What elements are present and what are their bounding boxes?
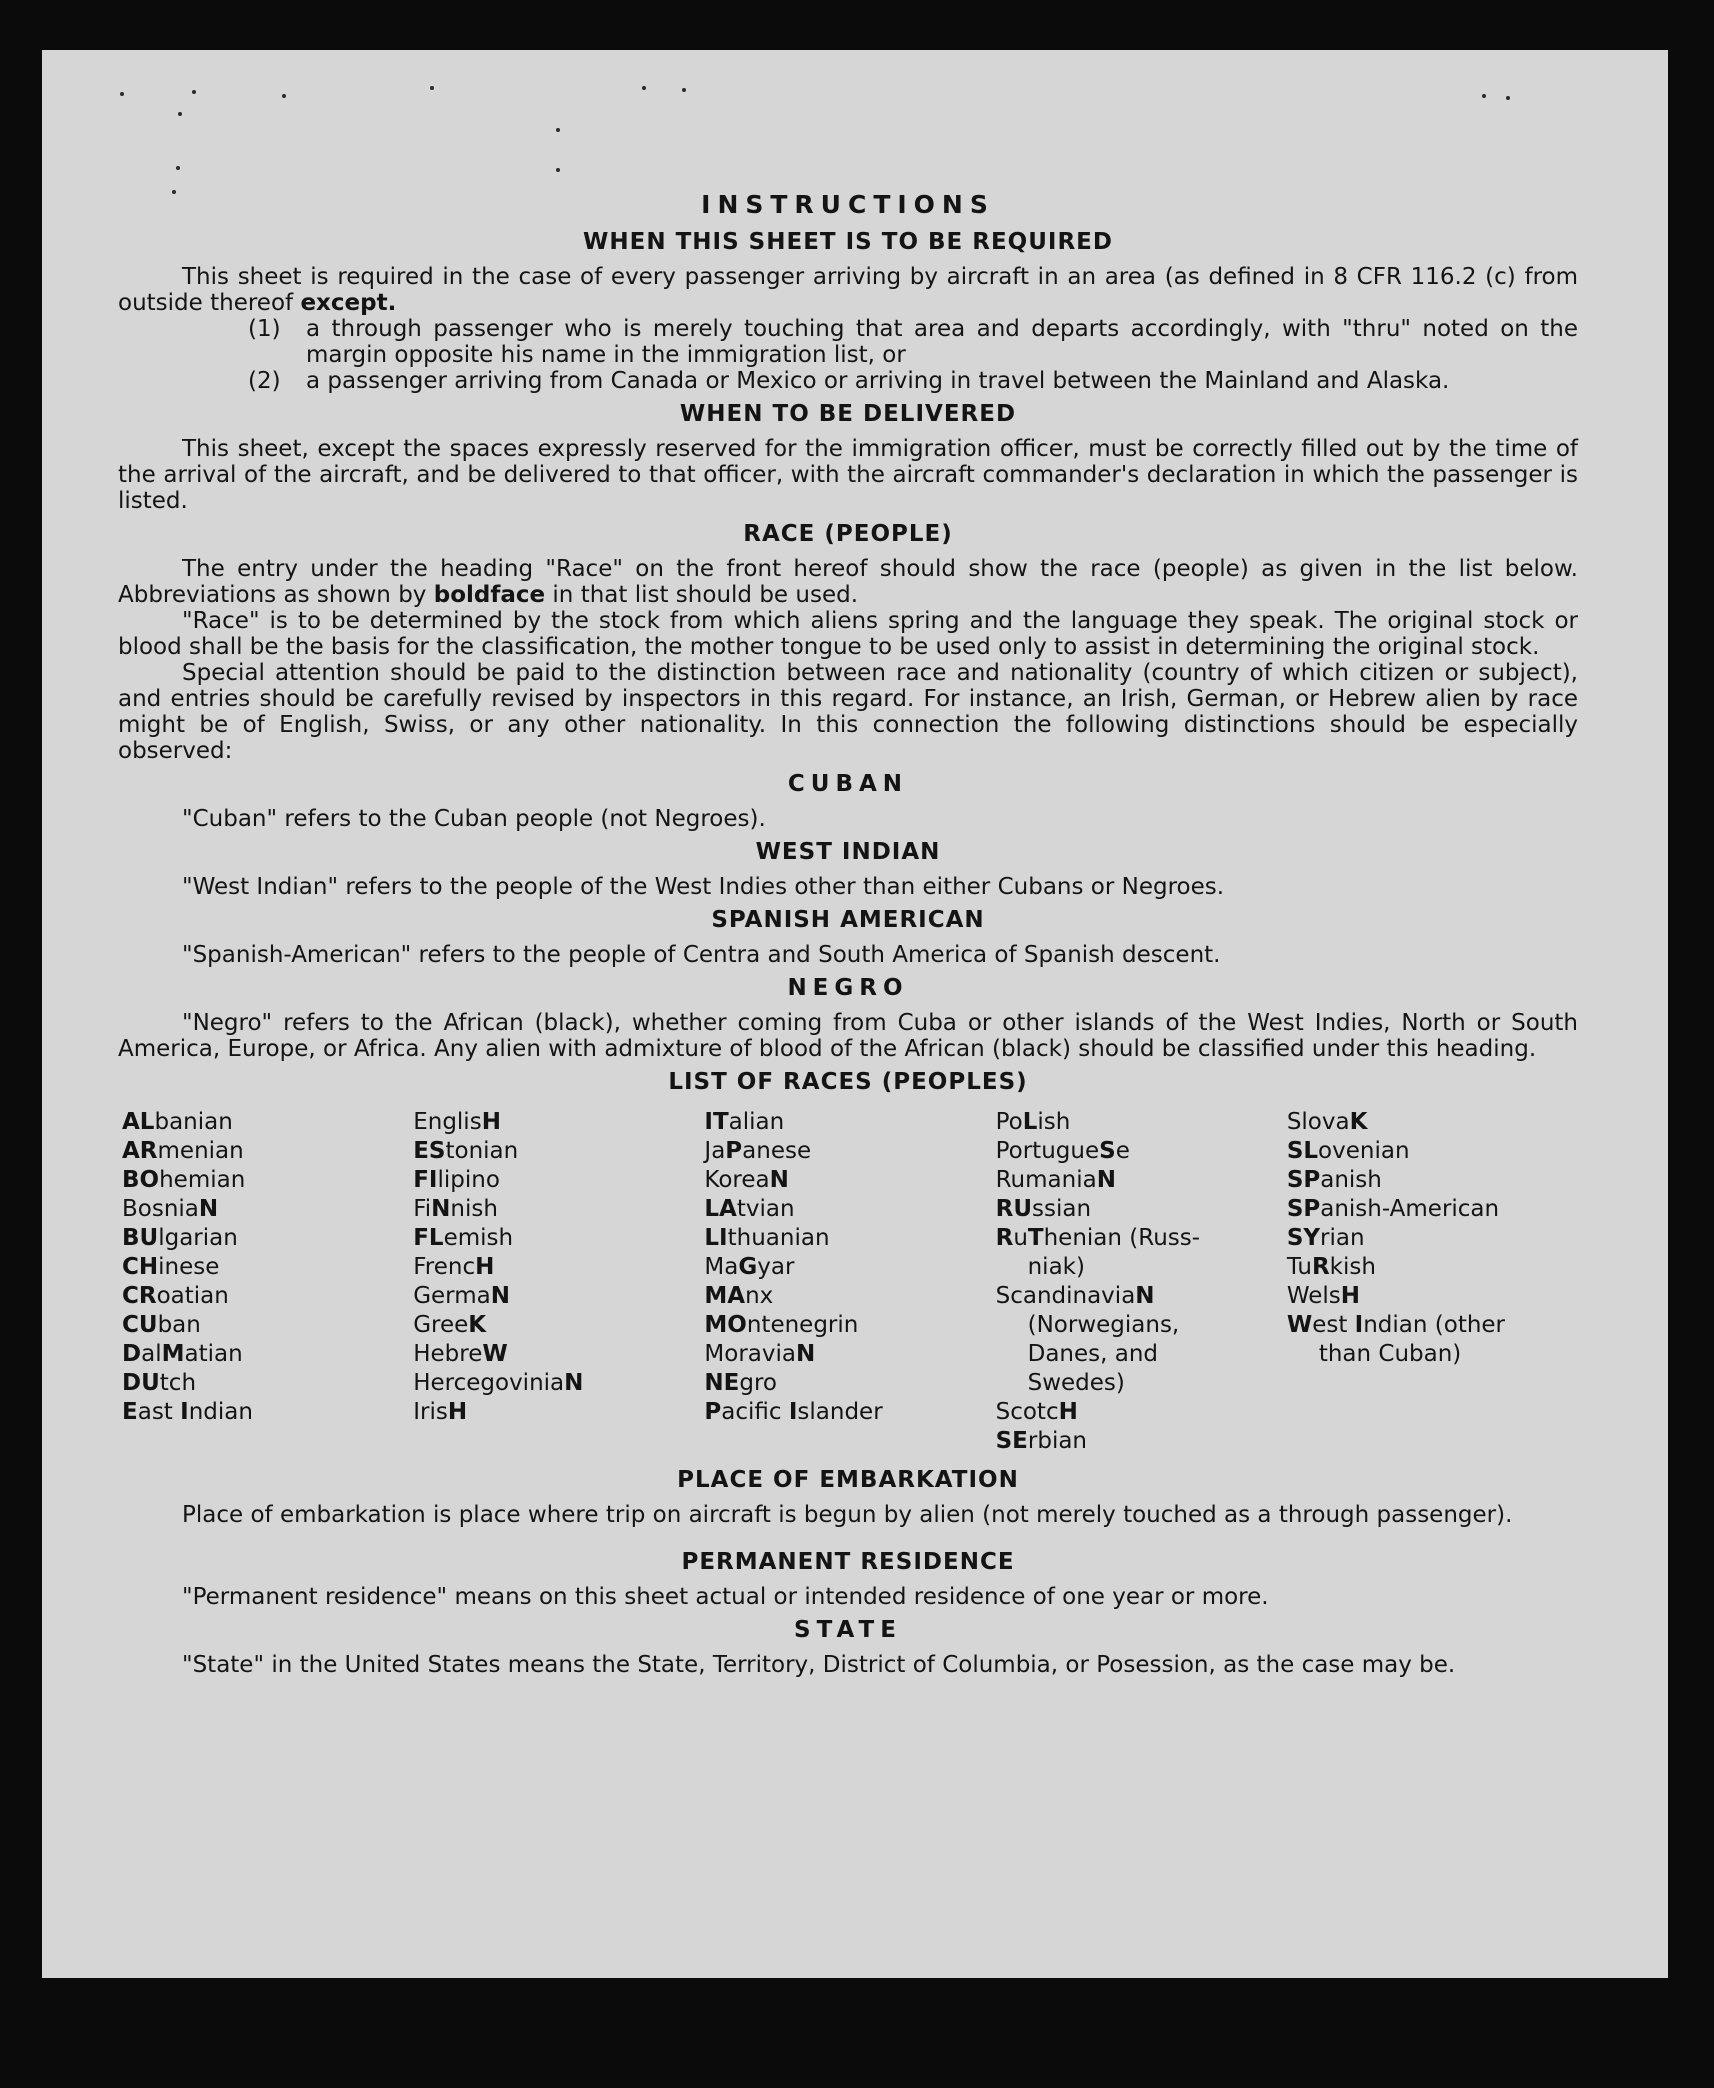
race-column xyxy=(1287,1108,1578,1456)
race-entry: CHinese xyxy=(122,1254,220,1280)
paragraph-west-indian: "West Indian" refers to the people of the West Indies other than either Cubans or Negroes. xyxy=(182,874,1225,900)
speck xyxy=(282,94,286,98)
paragraph-spanish-american: "Spanish-American" refers to the people of Centra and South America of Spanish descent. xyxy=(182,942,1221,968)
race-column xyxy=(704,1108,995,1456)
race-entry: than Cuban) xyxy=(1318,1341,1462,1367)
race-entry: ScotcH xyxy=(995,1399,1078,1425)
race-entry: LAtvian xyxy=(704,1196,795,1222)
race-entry: NEgro xyxy=(704,1370,777,1396)
race-entry: niak) xyxy=(1027,1254,1085,1280)
race-entry: SlovaK xyxy=(1286,1109,1368,1135)
race-entry: DUtch xyxy=(122,1370,197,1396)
heading-race: RACE (PEOPLE) xyxy=(743,521,953,547)
race-column xyxy=(996,1108,1287,1456)
speck xyxy=(1506,96,1510,100)
race-entry: GermaN xyxy=(413,1283,510,1309)
race-entry: SPanish xyxy=(1286,1167,1382,1193)
race-entry: GreeK xyxy=(413,1312,487,1338)
race-entry: Danes, and xyxy=(1027,1341,1159,1367)
heading-when-required: WHEN THIS SHEET IS TO BE REQUIRED xyxy=(583,229,1113,255)
race-entry: RumaniaN xyxy=(995,1167,1116,1193)
race-entry: CUban xyxy=(122,1312,201,1338)
race-entry: IrisH xyxy=(413,1399,468,1425)
heading-when-delivered: WHEN TO BE DELIVERED xyxy=(679,401,1017,427)
speck xyxy=(430,86,434,90)
race-entry: KoreaN xyxy=(704,1167,789,1193)
race-entry: RuThenian (Russ- xyxy=(995,1225,1201,1251)
heading-permanent-residence: PERMANENT RESIDENCE xyxy=(681,1549,1015,1575)
paragraph-permanent-residence: "Permanent residence" means on this sheet actual or intended residence of one year or more. xyxy=(182,1584,1269,1610)
speck xyxy=(556,128,560,132)
race-entry: EnglisH xyxy=(413,1109,501,1135)
paragraph-cuban: "Cuban" refers to the Cuban people (not Negroes). xyxy=(182,806,766,832)
race-entry: WelsH xyxy=(1286,1283,1360,1309)
race-entry: DalMatian xyxy=(122,1341,243,1367)
race-entry: East Indian xyxy=(122,1399,253,1425)
speck xyxy=(1482,94,1486,98)
race-entry: PoLish xyxy=(995,1109,1071,1135)
race-entry: MOntenegrin xyxy=(704,1312,859,1338)
race-entry: JaPanese xyxy=(704,1138,812,1164)
paragraph-when-required: This sheet is required in the case of every passenger arriving by aircraft in an area (as defined in 8 CFR 116.2 (c) from outside thereof except. xyxy=(118,264,1578,316)
heading-spanish-american: SPANISH AMERICAN xyxy=(711,907,985,933)
exception-item-2: (2) a passenger arriving from Canada or Mexico or arriving in travel between the Mainland and Alaska. xyxy=(248,368,1450,394)
race-entry: FIlipino xyxy=(413,1167,500,1193)
speck xyxy=(556,168,560,172)
page-title: INSTRUCTIONS xyxy=(701,190,995,219)
heading-list-of-races: LIST OF RACES (PEOPLES) xyxy=(668,1069,1028,1095)
exception-item-1: (1) a through passenger who is merely touching that area and departs accordingly, with "thru" noted on the margin opposite his name in the immigration list, or xyxy=(248,316,1578,368)
instructions-content xyxy=(118,188,1578,1678)
paragraph-race-2: "Race" is to be determined by the stock from which aliens spring and the language they speak. The original stock or blood shall be the basis for the classification, the mother tongue to be used only to assist in determining the original stock. xyxy=(118,608,1578,660)
race-entry: TuRkish xyxy=(1286,1254,1376,1280)
race-entry: BOhemian xyxy=(122,1167,246,1193)
race-entry: HercegoviniaN xyxy=(413,1370,584,1396)
race-entry: FiNnish xyxy=(413,1196,498,1222)
paragraph-state: "State" in the United States means the State, Territory, District of Columbia, or Posession, as the case may be. xyxy=(182,1652,1456,1678)
heading-west-indian: WEST INDIAN xyxy=(755,839,941,865)
speck xyxy=(682,88,686,92)
paragraph-when-delivered: This sheet, except the spaces expressly reserved for the immigration officer, must be correctly filled out by the time of the arrival of the aircraft, and be delivered to that officer, with the aircraft commander's declaration in which the passenger is listed. xyxy=(118,436,1578,514)
race-entry: FrencH xyxy=(413,1254,495,1280)
race-entry: SLovenian xyxy=(1286,1138,1410,1164)
race-column xyxy=(413,1108,704,1456)
race-entry: ITalian xyxy=(704,1109,785,1135)
race-entry: Pacific Islander xyxy=(704,1399,883,1425)
race-entry: ARmenian xyxy=(122,1138,244,1164)
race-entry: HebreW xyxy=(413,1341,508,1367)
speck xyxy=(120,92,124,96)
race-entry: ALbanian xyxy=(122,1109,233,1135)
race-entry: Swedes) xyxy=(1027,1370,1125,1396)
speck xyxy=(192,90,196,94)
race-entry: BUlgarian xyxy=(122,1225,238,1251)
speck xyxy=(642,86,646,90)
race-entry: MoraviaN xyxy=(704,1341,816,1367)
race-entry: SErbian xyxy=(995,1428,1088,1454)
race-column xyxy=(122,1108,413,1456)
speck xyxy=(176,166,180,170)
race-entry: West Indian (other xyxy=(1286,1312,1506,1338)
heading-negro: NEGRO xyxy=(787,975,909,1001)
paragraph-negro: "Negro" refers to the African (black), whether coming from Cuba or other islands of the West Indies, North or South America, Europe, or Africa. Any alien with admixture of blood of the African (black) should be classified under this heading. xyxy=(118,1010,1578,1062)
paragraph-race-1: The entry under the heading "Race" on the front hereof should show the race (people) as given in the list below. Abbreviations as shown by boldface in that list should be used. xyxy=(118,556,1578,608)
speck xyxy=(178,112,182,116)
race-entry: (Norwegians, xyxy=(1027,1312,1180,1338)
race-entry: SPanish-American xyxy=(1286,1196,1500,1222)
race-entry: ScandinaviaN xyxy=(995,1283,1155,1309)
race-entry: EStonian xyxy=(413,1138,519,1164)
heading-state: STATE xyxy=(794,1617,902,1643)
race-entry: MaGyar xyxy=(704,1254,795,1280)
race-entry: LIthuanian xyxy=(704,1225,830,1251)
paragraph-embarkation: Place of embarkation is place where trip on aircraft is begun by alien (not merely touched as a through passenger). xyxy=(182,1502,1513,1528)
race-entry: RUssian xyxy=(995,1196,1092,1222)
race-entry: FLemish xyxy=(413,1225,514,1251)
paragraph-race-3: Special attention should be paid to the distinction between race and nationality (country of which citizen or subject), and entries should be carefully revised by inspectors in this regard. For instance, an Irish, German, or Hebrew alien by race might be of English, Swiss, or any other nationality. In this connection the following distinctions should be especially observed: xyxy=(118,660,1578,764)
heading-cuban: CUBAN xyxy=(787,771,909,797)
race-entry: CRoatian xyxy=(122,1283,229,1309)
race-list xyxy=(122,1108,1578,1456)
race-entry: SYrian xyxy=(1286,1225,1365,1251)
race-entry: BosniaN xyxy=(122,1196,219,1222)
race-entry: PortugueSe xyxy=(995,1138,1130,1164)
race-entry: MAnx xyxy=(704,1283,774,1309)
heading-embarkation: PLACE OF EMBARKATION xyxy=(677,1467,1019,1493)
document-page xyxy=(42,50,1668,1978)
